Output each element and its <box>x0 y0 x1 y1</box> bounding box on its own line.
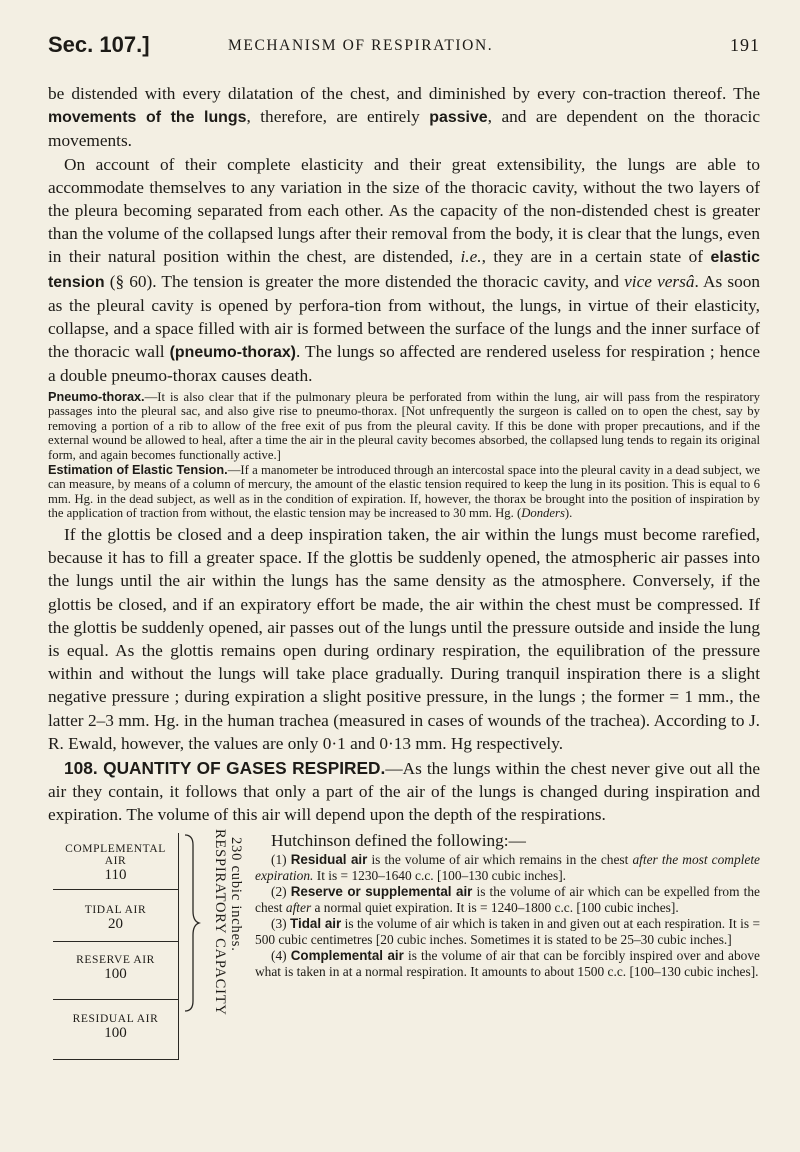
segment-residual-air: RESIDUAL AIR 100 <box>53 1000 178 1060</box>
respiratory-capacity-section <box>48 829 760 1119</box>
definitions-intro: Hutchinson defined the following:— <box>271 830 526 850</box>
capacity-label: RESPIRATORY CAPACITY <box>212 828 228 1016</box>
definition-complemental-air: (4) Complemental air is the volume of air that can be forcibly inspired over and above what is taken in at a normal respiration. It amounts to about 1500 c.c. [100–130 cubic inches]. <box>255 947 760 979</box>
paragraph-passive-movements: be distended with every dilatation of the chest, and diminished by every con-traction thereof. The movements of the lungs, therefore, are entirely passive, and are dependent on the thoracic movements. <box>48 84 760 151</box>
page-number: 191 <box>730 35 760 55</box>
paragraph-elastic-tension: On account of their complete elasticity and their great extensibility, the lungs are able to accommodate themselves to any variation in the size of the thoracic cavity, without the two layers of the pleura becoming separated from each other. As the capacity of the non-distended chest is greater than the volume of the collapsed lungs after their removal from the body, it is clear that the lungs, even in their natural position within the chest, are distended, i.e., they are in a certain state of elastic tension (§ 60). The tension is greater the more distended the thoracic cavity, and vice versâ. As soon as the pleural cavity is opened by perfora-tion from without, the lungs, in virtue of their elasticity, collapse, and a space filled with air is formed between the surface of the lungs and the inner surface of the thoracic wall (pneumo-thorax). The lungs so affected are rendered useless for respiration ; hence a double pneumo-thorax causes death. <box>48 154 760 386</box>
running-header <box>48 26 760 60</box>
running-title: MECHANISM OF RESPIRATION. <box>228 37 494 54</box>
note-estimation-elastic-tension: Estimation of Elastic Tension.—If a manometer be introduced through an intercostal space into the pleural cavity in a dead subject, we can measure, by means of a column of mercury, the amount of the elastic tension required to keep the lung in its position. This is equal to 6 mm. Hg. in the dead subject, as well as in the condition of expiration. If, however, the thorax be brought into the position of inspiration by the application of traction from without, the elastic tension may be increased to 30 mm. Hg. (Donders). <box>48 462 760 521</box>
section-heading-108: 108. QUANTITY OF GASES RESPIRED. <box>64 758 386 779</box>
air-definitions <box>255 829 760 980</box>
segment-tidal-air: TIDAL AIR 20 <box>53 890 178 942</box>
segment-reserve-air: RESERVE AIR 100 <box>53 942 178 1000</box>
page-body <box>48 82 760 1119</box>
note-pneumo-thorax: Pneumo-thorax.—It is also clear that if the pulmonary pleura be perforated from within the lung, air will pass from the respiratory passages into the pleural sac, and also give rise to pneumo-thorax. [Not unfrequently the surgeon is called on to open the chest, say by removing a portion of a rib to allow of the free exit of pus from the pleural cavity. If this be done with proper precautions, and if the external wound be allowed to heal, after a time the air in the pleural cavity becomes absorbed, the collapsed lung tends to regain its original form, and again becomes functionally active.] <box>48 389 760 463</box>
paragraph-quantity-gases: 108. QUANTITY OF GASES RESPIRED.—As the lungs within the chest never give out all the air they contain, it follows that only a part of the air of the lungs is changed during inspiration and expiration. The volume of this air will depend upon the depth of the respirations. <box>48 758 761 825</box>
vertical-caption <box>206 829 246 1091</box>
paragraph-glottis: If the glottis be closed and a deep inspiration taken, the air within the lungs must become rarefied, because it has to fill a greater space. If the glottis be suddenly opened, the atmospheric air passes into the lungs until the air within the lungs has the same density as the atmosphere. Conversely, if the glottis be closed, and if an expiratory effort be made, the air within the chest must be compressed. If the glottis be suddenly opened, air passes out of the lungs until the pressure outside and inside the lung is equal. As the glottis remains open during ordinary respiration, the equilibration of the pressure within and without the lungs will take place gradually. During tranquil inspiration there is a slight negative pressure ; during expiration a slight positive pressure, in the lungs ; the former = 1 mm., the latter 2–3 mm. Hg. in the human trachea (measured in cases of wounds of the trachea). According to J. R. Ewald, however, the values are only 0·1 and 0·13 mm. Hg respectively. <box>48 524 760 753</box>
definition-tidal-air: (3) Tidal air is the volume of air which is taken in and given out at each respiration. It is = 500 cubic centimetres [20 cubic inches. Sometimes it is stated to be 25–30 cubic inches.] <box>255 915 761 947</box>
segment-complemental-air: COMPLEMENTAL AIR 110 <box>53 833 178 890</box>
lung-volume-column <box>53 833 179 1060</box>
brace-icon <box>183 833 201 1013</box>
section-ref: Sec. 107.] <box>48 32 150 57</box>
definition-reserve-air: (2) Reserve or supplemental air is the volume of air which can be expelled from the chest after a normal quiet expiration. It is = 1240–1800 c.c. [100 cubic inches]. <box>255 883 761 915</box>
definition-residual-air: (1) Residual air is the volume of air which remains in the chest after the most complete expiration. It is = 1230–1640 c.c. [100–130 cubic inches]. <box>255 851 760 883</box>
capacity-value: 230 cubic inches. <box>228 836 244 952</box>
